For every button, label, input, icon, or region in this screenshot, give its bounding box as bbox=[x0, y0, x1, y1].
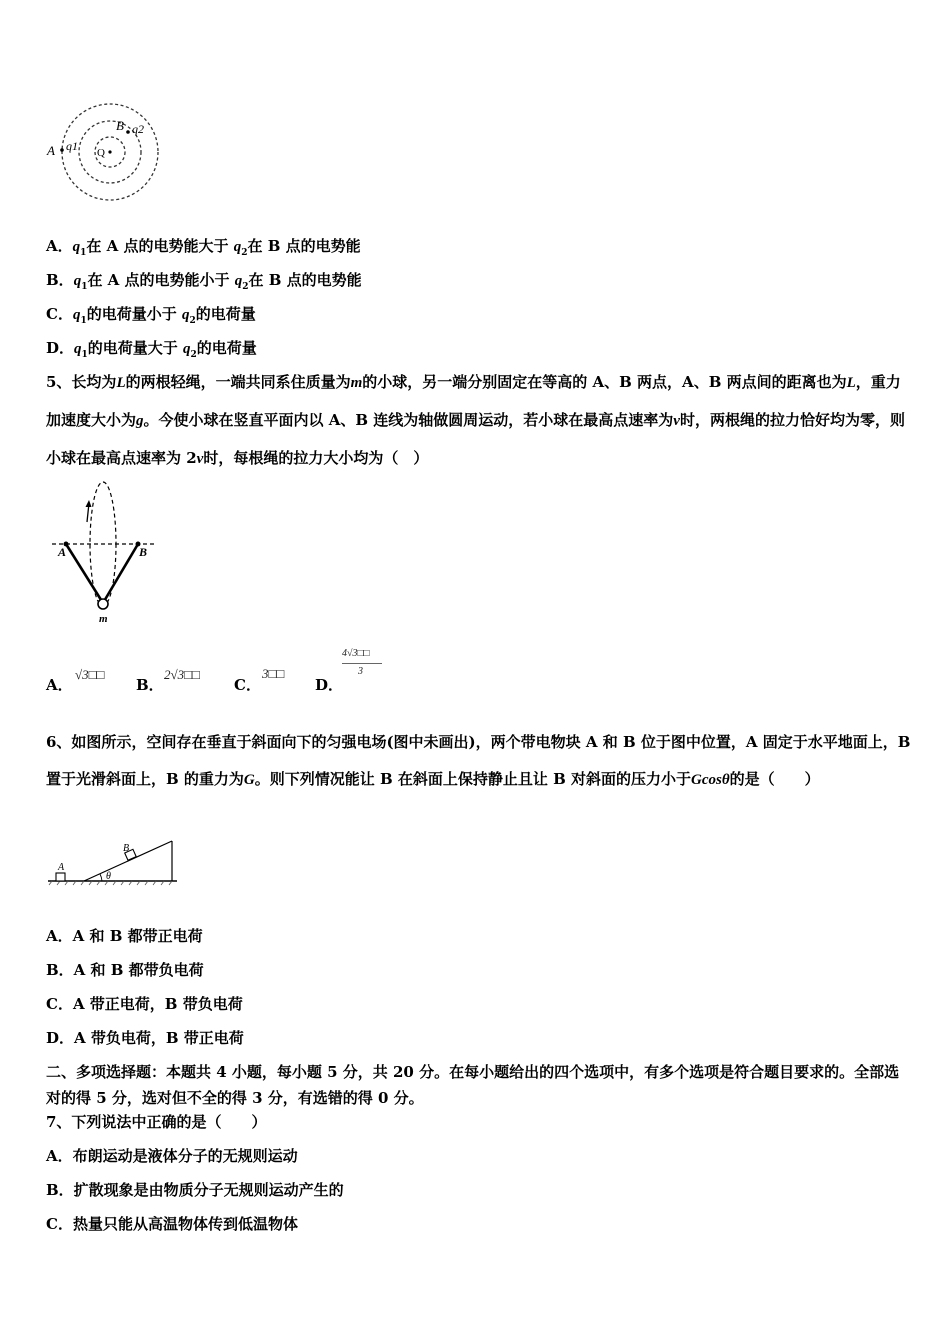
center-charge-dot bbox=[108, 150, 111, 153]
q6-option-a[interactable]: A．A 和 B 都带正电荷 bbox=[46, 927, 203, 945]
q4-option-b[interactable]: B．$q_1$在 A 点的电势能小于 $q_2$在 B 点的电势能 bbox=[46, 271, 362, 292]
label-theta: θ bbox=[106, 871, 111, 882]
angle-arc bbox=[100, 874, 102, 881]
rope-b bbox=[103, 544, 138, 603]
label-a: A bbox=[58, 862, 65, 873]
ball bbox=[98, 599, 108, 609]
label-a: A bbox=[47, 143, 55, 158]
label-q1: q1 bbox=[66, 139, 78, 153]
q7-option-b[interactable]: B．扩散现象是由物质分子无规则运动产生的 bbox=[46, 1181, 344, 1199]
label-b: B bbox=[123, 843, 130, 854]
q5-option-b-formula: 2√3□□ bbox=[164, 667, 200, 682]
label-q: Q bbox=[97, 147, 105, 159]
q5-option-a[interactable]: A． bbox=[46, 676, 73, 694]
label-a: A bbox=[58, 545, 67, 559]
concentric-circles-figure bbox=[44, 100, 164, 204]
q5-option-d-numerator: 4√3□□ bbox=[342, 648, 370, 659]
q5-option-b[interactable]: B． bbox=[136, 676, 164, 694]
q6-option-b[interactable]: B．A 和 B 都带负电荷 bbox=[46, 961, 204, 979]
motion-arrowhead bbox=[86, 500, 92, 507]
q4-option-a[interactable]: A．$q_1$在 A 点的电势能大于 $q_2$在 B 点的电势能 bbox=[46, 237, 361, 258]
q6-option-c[interactable]: C．A 带正电荷，B 带负电荷 bbox=[46, 995, 243, 1013]
point-a-dot bbox=[60, 148, 64, 152]
q5-option-c-formula: 3□□ bbox=[262, 666, 285, 681]
point-b-dot bbox=[126, 130, 130, 134]
q5-option-c[interactable]: C． bbox=[234, 676, 261, 694]
label-b: B bbox=[116, 118, 124, 133]
q6-option-d[interactable]: D．A 带负电荷，B 带正电荷 bbox=[46, 1029, 244, 1047]
q5-option-d[interactable]: D． bbox=[315, 676, 344, 694]
label-q2: q2 bbox=[132, 122, 144, 136]
incline-figure bbox=[46, 836, 180, 888]
q7-option-a[interactable]: A．布朗运动是液体分子的无规则运动 bbox=[46, 1147, 298, 1165]
block-a bbox=[56, 873, 65, 881]
label-m: m bbox=[99, 613, 108, 624]
q4-option-d[interactable]: D．$q_1$的电荷量大于 $q_2$的电荷量 bbox=[46, 339, 257, 360]
q5-option-a-formula: √3□□ bbox=[75, 667, 105, 682]
section-2-heading: 二、多项选择题：本题共 4 小题，每小题 5 分，共 20 分。在每小题给出的四个选项中，有多个选项是符合题目要求的。全部选对的得 5 分，选对但不全的得 3 分，有选错的得 0 分。 bbox=[46, 1063, 900, 1107]
q5-option-d-denominator: 3 bbox=[358, 666, 363, 677]
q7-option-c[interactable]: C．热量只能从高温物体传到低温物体 bbox=[46, 1215, 298, 1233]
q6-stem: 6、如图所示，空间存在垂直于斜面向下的匀强电场(图中未画出)，两个带电物块 A 和 B 位于图中位置，A 固定于水平地面上，B 置于光滑斜面上，B 的重力为G。则下列情况能让 B 在斜面上保持静止且让 B 对斜面的压力小于Gcosθ的是（ ） bbox=[46, 733, 911, 788]
q5-option-d-fraction-bar bbox=[342, 663, 382, 664]
q4-option-c[interactable]: C．$q_1$的电荷量小于 $q_2$的电荷量 bbox=[46, 305, 256, 326]
q7-stem: 7、下列说法中正确的是（ ） bbox=[46, 1113, 267, 1131]
rope-a bbox=[66, 544, 103, 603]
q5-stem: 5、长均为L的两根轻绳，一端共同系住质量为m的小球，另一端分别固定在等高的 A、B 两点，A、B 两点间的距离也为L，重力加速度大小为g。今使小球在竖直平面内以 A、B 连线为轴做圆周运动，若小球在最高点速率为v时，两根绳的拉力恰好均为零，则小球在最高点速率为 2v时，每根绳的拉力大小均为（ ） bbox=[46, 373, 905, 467]
label-b: B bbox=[139, 545, 148, 559]
rope-ball-figure bbox=[46, 476, 166, 624]
